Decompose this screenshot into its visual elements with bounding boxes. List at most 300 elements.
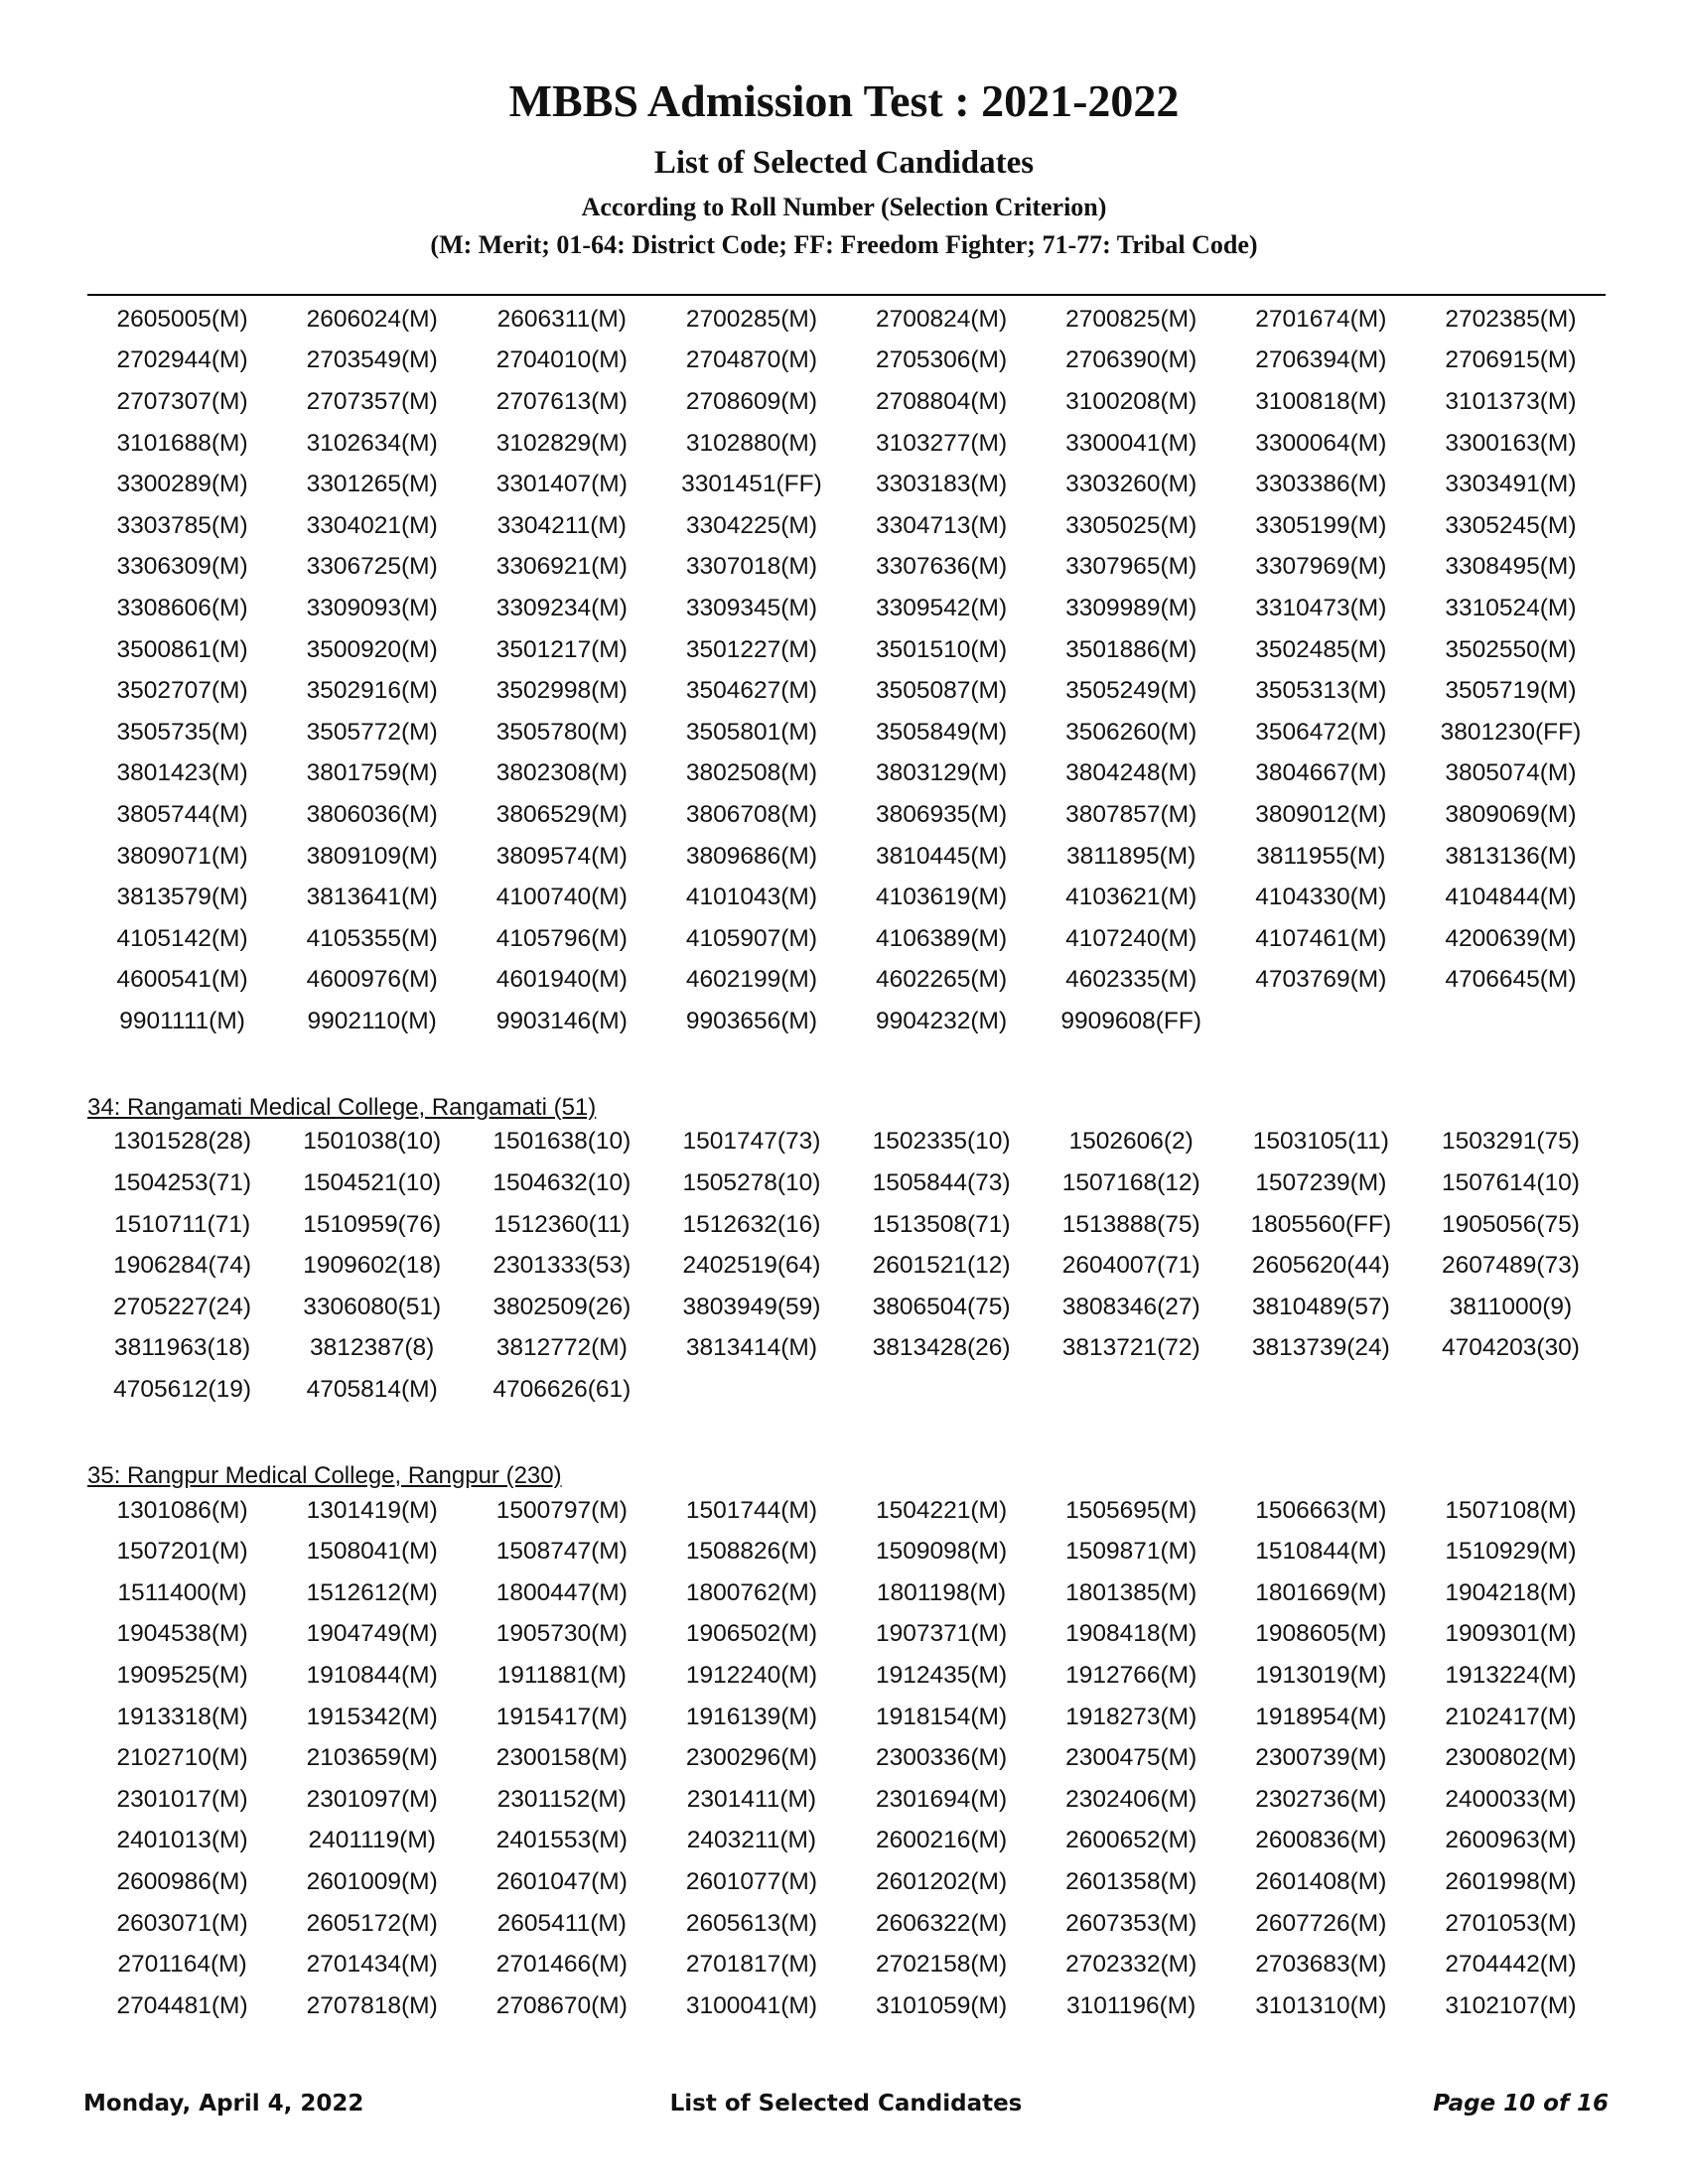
roll-number: 3813428(26): [872, 1334, 1011, 1362]
roll-number: 2607489(73): [1441, 1252, 1580, 1280]
roll-number: 3300064(M): [1255, 429, 1387, 457]
roll-number: 2706915(M): [1445, 346, 1577, 374]
roll-number: 3300163(M): [1445, 429, 1577, 457]
roll-number: 3304713(M): [876, 511, 1008, 539]
roll-number: 1513888(75): [1061, 1210, 1200, 1238]
roll-number: 2704010(M): [495, 346, 628, 374]
roll-number: 3100208(M): [1065, 387, 1197, 415]
roll-number: 4103621(M): [1065, 884, 1197, 911]
roll-number: 2704481(M): [116, 1991, 248, 2019]
roll-number: 3812387(8): [310, 1334, 435, 1362]
roll-number: 2103659(M): [306, 1744, 438, 1772]
roll-number: 1502335(10): [872, 1128, 1011, 1156]
roll-number: 2102417(M): [1445, 1703, 1577, 1730]
roll-number: 2706390(M): [1065, 346, 1197, 374]
roll-number: 3303183(M): [876, 471, 1008, 498]
roll-number: 3808346(27): [1061, 1293, 1200, 1320]
roll-number: 4600541(M): [116, 966, 248, 994]
footer-date: Monday, April 4, 2022: [83, 2091, 364, 2116]
roll-number: 2300475(M): [1065, 1744, 1197, 1772]
roll-number: 3301265(M): [306, 471, 438, 498]
roll-number: 3305245(M): [1445, 511, 1577, 539]
roll-number: 2600652(M): [1065, 1827, 1197, 1854]
roll-row: [87, 505, 1606, 547]
roll-number: 3809012(M): [1255, 800, 1387, 828]
roll-number: 2601202(M): [876, 1867, 1008, 1895]
roll-row: [87, 1655, 1606, 1697]
roll-number: 4106389(M): [876, 924, 1008, 952]
roll-number: 2606024(M): [306, 305, 438, 333]
roll-row: [87, 1572, 1606, 1614]
roll-number: 2604007(71): [1061, 1252, 1200, 1280]
roll-number: 1905056(75): [1441, 1210, 1580, 1238]
roll-number: 2301333(53): [492, 1252, 632, 1280]
roll-number: 3306080(51): [303, 1293, 442, 1320]
roll-number: 3813579(M): [116, 884, 248, 911]
roll-number: 3304211(M): [496, 511, 627, 539]
roll-number: 2600963(M): [1445, 1827, 1577, 1854]
page-footer: [83, 2091, 1609, 2126]
roll-number: 1503105(11): [1252, 1128, 1389, 1156]
roll-number: 2701817(M): [685, 1951, 817, 1979]
roll-number: 3307969(M): [1255, 553, 1387, 581]
roll-number: 2701434(M): [306, 1951, 438, 1979]
roll-number: 3806504(75): [872, 1293, 1011, 1320]
roll-number: 4601940(M): [495, 966, 628, 994]
roll-number: 3102107(M): [1445, 1991, 1577, 2019]
roll-row: [87, 1821, 1606, 1862]
roll-number: 2605620(44): [1251, 1252, 1390, 1280]
roll-number: 1909525(M): [116, 1662, 248, 1690]
roll-number: 3506472(M): [1255, 718, 1387, 746]
roll-number: 1912766(M): [1065, 1662, 1197, 1690]
roll-number: 3310524(M): [1445, 594, 1577, 621]
roll-number: 1909301(M): [1445, 1620, 1577, 1648]
roll-number: 1504632(10): [492, 1169, 632, 1197]
roll-number: 2601521(12): [872, 1252, 1011, 1280]
roll-number: 3809071(M): [116, 842, 248, 870]
roll-number: 1501747(73): [682, 1128, 821, 1156]
roll-number: 2601009(M): [306, 1867, 438, 1895]
roll-number: 1505844(73): [872, 1169, 1011, 1197]
roll-number: 3809069(M): [1445, 800, 1577, 828]
roll-number: 1907371(M): [876, 1620, 1008, 1648]
roll-row: [87, 877, 1606, 918]
roll-number: 3501227(M): [685, 635, 817, 663]
roll-number: 2700825(M): [1065, 305, 1197, 333]
roll-number: 1910844(M): [306, 1662, 438, 1690]
roll-number: 3306725(M): [306, 553, 438, 581]
roll-number: 1508041(M): [306, 1538, 438, 1566]
roll-number: 1512360(11): [493, 1210, 631, 1238]
footer-title: List of Selected Candidates: [669, 2091, 1023, 2116]
roll-number: 2607726(M): [1255, 1909, 1387, 1937]
college-heading-text: 34: Rangamati Medical College, Rangamati (51): [87, 1093, 597, 1121]
roll-number: 2603071(M): [116, 1909, 248, 1937]
roll-number: 4706645(M): [1445, 966, 1577, 994]
roll-row: [87, 1861, 1606, 1903]
roll-number: 3307636(M): [876, 553, 1008, 581]
roll-number: 1912240(M): [685, 1662, 817, 1690]
roll-number: 2605005(M): [116, 305, 248, 333]
roll-number: 3806529(M): [495, 800, 628, 828]
roll-number: 1801669(M): [1255, 1578, 1387, 1606]
roll-number: 3100818(M): [1255, 387, 1387, 415]
roll-number: 2708804(M): [876, 387, 1008, 415]
roll-number: 3310473(M): [1255, 594, 1387, 621]
roll-row: [87, 423, 1606, 465]
roll-row: [87, 1985, 1606, 2027]
roll-number: 4602265(M): [876, 966, 1008, 994]
roll-number: 1801198(M): [876, 1578, 1007, 1606]
roll-number: 1800447(M): [495, 1578, 628, 1606]
roll-number: 2703683(M): [1255, 1951, 1387, 1979]
roll-number: 3809686(M): [685, 842, 817, 870]
roll-number: 1906284(74): [113, 1252, 252, 1280]
roll-number: 1913224(M): [1445, 1662, 1577, 1690]
roll-number: 3802308(M): [495, 759, 628, 787]
roll-number: 1510929(M): [1445, 1538, 1577, 1566]
roll-number: 1800762(M): [685, 1578, 817, 1606]
roll-number: 1507239(M): [1255, 1169, 1387, 1197]
roll-number: 3303491(M): [1445, 471, 1577, 498]
roll-row: [87, 712, 1606, 753]
roll-number: 2701674(M): [1255, 305, 1387, 333]
roll-number: 3502998(M): [495, 677, 628, 705]
roll-number: 1510711(71): [113, 1210, 251, 1238]
section-spacer: [87, 1411, 1606, 1456]
roll-number: 3505772(M): [306, 718, 438, 746]
roll-number: 3811000(9): [1449, 1293, 1573, 1320]
roll-number: 3804248(M): [1065, 759, 1197, 787]
roll-number: 3301407(M): [495, 471, 628, 498]
roll-number: 3506260(M): [1065, 718, 1197, 746]
roll-row: [87, 836, 1606, 878]
roll-number: 2606311(M): [496, 305, 627, 333]
roll-row: [87, 960, 1606, 1002]
roll-row: [87, 1531, 1606, 1572]
roll-number: 2400033(M): [1445, 1785, 1577, 1813]
roll-number: 3504627(M): [685, 677, 817, 705]
roll-number: 2401119(M): [308, 1827, 436, 1854]
roll-number: 1904218(M): [1445, 1578, 1577, 1606]
roll-number: 1500797(M): [495, 1496, 628, 1524]
roll-number: 3801759(M): [306, 759, 438, 787]
roll-number: 4602335(M): [1065, 966, 1197, 994]
roll-number: 3300289(M): [116, 471, 248, 498]
roll-number: 2701053(M): [1445, 1909, 1577, 1937]
roll-number: 1301086(M): [116, 1496, 248, 1524]
roll-number: 2600836(M): [1255, 1827, 1387, 1854]
roll-number: 3806708(M): [685, 800, 817, 828]
roll-number: 3805744(M): [116, 800, 248, 828]
roll-number: 3505719(M): [1445, 677, 1577, 705]
roll-number: 3803949(59): [682, 1293, 821, 1320]
roll-number: 3807857(M): [1065, 800, 1197, 828]
roll-row: [87, 794, 1606, 836]
roll-number: 3101196(M): [1066, 1991, 1196, 2019]
roll-number: 2401553(M): [495, 1827, 628, 1854]
college-heading: [87, 1456, 1606, 1490]
roll-number: 3806036(M): [306, 800, 438, 828]
roll-number: 3500920(M): [306, 635, 438, 663]
roll-number: 9903656(M): [685, 1007, 817, 1034]
roll-number: 3502916(M): [306, 677, 438, 705]
roll-number: 3813136(M): [1445, 842, 1577, 870]
roll-number: 2702944(M): [116, 346, 248, 374]
roll-row: [87, 1490, 1606, 1532]
roll-number: 3502550(M): [1445, 635, 1577, 663]
roll-number: 1908605(M): [1255, 1620, 1387, 1648]
roll-number: 2702158(M): [876, 1951, 1008, 1979]
roll-number: 2301411(M): [686, 1785, 817, 1813]
roll-number: 3505249(M): [1065, 677, 1197, 705]
page-title: MBBS Admission Test : 2021-2022: [508, 75, 1180, 126]
roll-number: 3307965(M): [1065, 553, 1197, 581]
roll-number: 3502707(M): [116, 677, 248, 705]
roll-number: 1501038(10): [303, 1128, 442, 1156]
roll-row: [87, 1122, 1606, 1163]
roll-number: 3101059(M): [876, 1991, 1008, 2019]
roll-number: 2102710(M): [116, 1744, 248, 1772]
roll-number: 3305199(M): [1255, 511, 1387, 539]
roll-number: 3307018(M): [685, 553, 817, 581]
roll-number: 3303386(M): [1255, 471, 1387, 498]
roll-number: 3802508(M): [685, 759, 817, 787]
roll-number: 2705227(24): [113, 1293, 252, 1320]
roll-number: 3813641(M): [306, 884, 438, 911]
roll-number: 2708670(M): [495, 1991, 628, 2019]
roll-number: 2605613(M): [685, 1909, 817, 1937]
roll-row: [87, 1614, 1606, 1656]
roll-row: [87, 1903, 1606, 1945]
roll-number: 3309093(M): [306, 594, 438, 621]
roll-number: 2601047(M): [495, 1867, 628, 1895]
roll-number: 2705306(M): [876, 346, 1008, 374]
roll-number: 4600976(M): [306, 966, 438, 994]
roll-row: [87, 1001, 1606, 1042]
roll-number: 2703549(M): [306, 346, 438, 374]
roll-row: [87, 381, 1606, 423]
college-heading: [87, 1088, 1606, 1122]
roll-number: 1509871(M): [1065, 1538, 1197, 1566]
roll-number: 1507108(M): [1445, 1496, 1577, 1524]
roll-number: 1908418(M): [1065, 1620, 1197, 1648]
roll-number: 2300739(M): [1255, 1744, 1387, 1772]
roll-number: 3505780(M): [495, 718, 628, 746]
roll-number: 1918273(M): [1065, 1703, 1197, 1730]
roll-number: 1912435(M): [876, 1662, 1008, 1690]
roll-number: 2607353(M): [1065, 1909, 1197, 1937]
roll-row: [87, 1328, 1606, 1370]
roll-number: 2706394(M): [1255, 346, 1387, 374]
roll-number: 2605411(M): [496, 1909, 627, 1937]
roll-number: 4100740(M): [495, 884, 628, 911]
roll-number: 1504521(10): [303, 1169, 442, 1197]
roll-number: 3801423(M): [116, 759, 248, 787]
roll-number: 1906502(M): [685, 1620, 817, 1648]
roll-number: 3101373(M): [1445, 387, 1577, 415]
roll-number: 4705814(M): [306, 1376, 438, 1404]
roll-number: 4706626(61): [492, 1376, 632, 1404]
roll-number: 4200639(M): [1445, 924, 1577, 952]
roll-number: 3505801(M): [685, 718, 817, 746]
roll-number: 1506663(M): [1255, 1496, 1387, 1524]
roll-row: [87, 1245, 1606, 1287]
roll-number: 1913318(M): [116, 1703, 248, 1730]
roll-number: 3309989(M): [1065, 594, 1197, 621]
roll-number: 2601077(M): [685, 1867, 817, 1895]
roll-number: 4107240(M): [1065, 924, 1197, 952]
roll-number: 3813739(24): [1251, 1334, 1390, 1362]
roll-number: 3101688(M): [116, 429, 248, 457]
code-legend: (M: Merit; 01-64: District Code; FF: Freedom Fighter; 71-77: Tribal Code): [430, 230, 1258, 259]
roll-number: 2401013(M): [116, 1827, 248, 1854]
roll-number: 1511400(M): [117, 1578, 247, 1606]
roll-number: 3303260(M): [1065, 471, 1197, 498]
roll-number: 2701164(M): [117, 1951, 247, 1979]
roll-number: 3811895(M): [1066, 842, 1196, 870]
roll-number: 3505313(M): [1255, 677, 1387, 705]
roll-number: 3306921(M): [495, 553, 628, 581]
roll-number: 9902110(M): [307, 1007, 437, 1034]
roll-number: 1801385(M): [1065, 1578, 1197, 1606]
roll-number: 3501886(M): [1065, 635, 1197, 663]
roll-number: 3102880(M): [685, 429, 817, 457]
roll-number: 3806935(M): [876, 800, 1008, 828]
roll-number: 2707613(M): [495, 387, 628, 415]
roll-number: 3809574(M): [495, 842, 628, 870]
roll-row: [87, 1697, 1606, 1738]
roll-number: 4105142(M): [116, 924, 248, 952]
roll-number: 2601998(M): [1445, 1867, 1577, 1895]
roll-number: 2707818(M): [306, 1991, 438, 2019]
roll-number: 2600216(M): [876, 1827, 1008, 1854]
roll-number: 1909602(18): [303, 1252, 442, 1280]
roll-row: [87, 299, 1606, 341]
roll-row: [87, 1737, 1606, 1779]
roll-row: [87, 1204, 1606, 1246]
roll-number: 3813721(72): [1061, 1334, 1200, 1362]
roll-number: 1805560(FF): [1250, 1210, 1392, 1238]
roll-number: 9903146(M): [495, 1007, 628, 1034]
roll-number: 1301419(M): [306, 1496, 438, 1524]
section-spacer: [87, 1042, 1606, 1088]
roll-number: 4703769(M): [1255, 966, 1387, 994]
document-header: [0, 71, 1688, 264]
roll-number: 2707307(M): [116, 387, 248, 415]
roll-number: 2700824(M): [876, 305, 1008, 333]
roll-number: 1507168(12): [1061, 1169, 1200, 1197]
roll-number: 3803129(M): [876, 759, 1008, 787]
roll-number: 2702332(M): [1065, 1951, 1197, 1979]
roll-number: 1507614(10): [1441, 1169, 1580, 1197]
roll-number: 3812772(M): [495, 1334, 628, 1362]
roll-number: 3811963(18): [113, 1334, 251, 1362]
roll-number: 2708609(M): [685, 387, 817, 415]
roll-row: [87, 670, 1606, 712]
roll-number: 1916139(M): [685, 1703, 817, 1730]
roll-number: 3811955(M): [1256, 842, 1386, 870]
roll-number: 1512632(16): [682, 1210, 821, 1238]
roll-number: 4105907(M): [685, 924, 817, 952]
roll-number: 3810445(M): [876, 842, 1008, 870]
roll-number: 1915342(M): [306, 1703, 438, 1730]
roll-number: 3102829(M): [495, 429, 628, 457]
roll-number: 4602199(M): [685, 966, 817, 994]
roll-number: 1501638(10): [492, 1128, 632, 1156]
roll-number: 1502606(2): [1068, 1128, 1194, 1156]
roll-row: [87, 918, 1606, 960]
roll-row: [87, 1287, 1606, 1328]
roll-number: 2300158(M): [495, 1744, 628, 1772]
roll-number: 9904232(M): [876, 1007, 1008, 1034]
roll-number: 3304225(M): [685, 511, 817, 539]
roll-number: 3309542(M): [876, 594, 1008, 621]
roll-number: 3501217(M): [495, 635, 628, 663]
roll-number: 4705612(19): [113, 1376, 252, 1404]
roll-number: 2301017(M): [116, 1785, 248, 1813]
roll-row: [87, 1369, 1606, 1411]
roll-number: 3301451(FF): [681, 471, 822, 498]
college-heading-text: 35: Rangpur Medical College, Rangpur (230): [87, 1461, 562, 1489]
roll-number: 2702385(M): [1445, 305, 1577, 333]
roll-number: 3501510(M): [876, 635, 1008, 663]
roll-number: 3505087(M): [876, 677, 1008, 705]
roll-row: [87, 753, 1606, 795]
roll-number: 3505735(M): [116, 718, 248, 746]
roll-number: 9909608(FF): [1060, 1007, 1201, 1034]
roll-number: 1504253(71): [113, 1169, 252, 1197]
candidate-list: [87, 299, 1606, 2027]
roll-number: 2605172(M): [306, 1909, 438, 1937]
roll-number: 1508747(M): [495, 1538, 628, 1566]
roll-number: 1904538(M): [116, 1620, 248, 1648]
roll-number: 2700285(M): [685, 305, 817, 333]
roll-number: 1507201(M): [116, 1538, 248, 1566]
roll-number: 3100041(M): [685, 1991, 817, 2019]
roll-number: 1915417(M): [495, 1703, 628, 1730]
roll-number: 4704203(30): [1441, 1334, 1580, 1362]
roll-number: 3101310(M): [1255, 1991, 1387, 2019]
roll-number: 1513508(71): [872, 1210, 1011, 1238]
roll-number: 3309345(M): [685, 594, 817, 621]
roll-number: 3500861(M): [116, 635, 248, 663]
roll-row: [87, 1944, 1606, 1985]
roll-number: 2701466(M): [495, 1951, 628, 1979]
roll-number: 1504221(M): [876, 1496, 1008, 1524]
roll-number: 3505849(M): [876, 718, 1008, 746]
roll-number: 2300296(M): [685, 1744, 817, 1772]
roll-number: 3502485(M): [1255, 635, 1387, 663]
roll-number: 3802509(26): [492, 1293, 632, 1320]
roll-number: 1503291(75): [1441, 1128, 1580, 1156]
roll-number: 2403211(M): [686, 1827, 817, 1854]
roll-number: 2302406(M): [1065, 1785, 1197, 1813]
roll-number: 3308495(M): [1445, 553, 1577, 581]
roll-number: 1501744(M): [685, 1496, 817, 1524]
roll-number: 1918154(M): [876, 1703, 1008, 1730]
roll-number: 2601408(M): [1255, 1867, 1387, 1895]
page-number: Page 10 of 16: [1433, 2091, 1609, 2116]
roll-row: [87, 629, 1606, 671]
roll-number: 3809109(M): [306, 842, 438, 870]
roll-row: [87, 464, 1606, 505]
roll-number: 1512612(M): [306, 1578, 438, 1606]
roll-number: 2606322(M): [876, 1909, 1008, 1937]
roll-number: 3805074(M): [1445, 759, 1577, 787]
roll-number: 1913019(M): [1255, 1662, 1387, 1690]
